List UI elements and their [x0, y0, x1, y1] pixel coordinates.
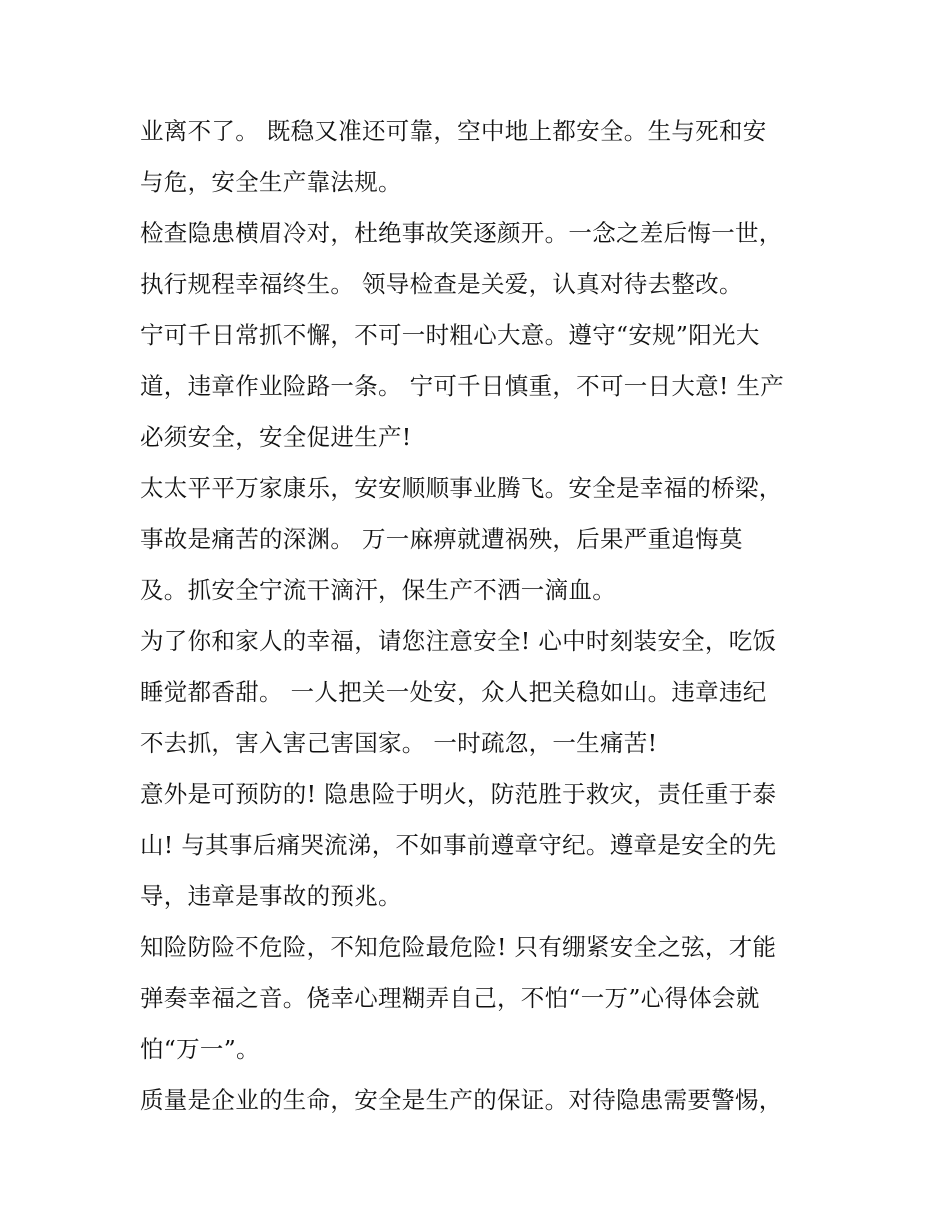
- text-line: 知险防险不危险，不知危险最危险! 只有绷紧安全之弦，才能: [140, 933, 777, 961]
- text-line: 道，违章作业险路一条。 宁可千日慎重，不可一日大意! 生产: [140, 372, 785, 400]
- text-line: 意外是可预防的! 隐患险于明火，防范胜于救灾，责任重于泰: [140, 780, 777, 808]
- text-line: 业离不了。 既稳又准还可靠，空中地上都安全。生与死和安: [140, 117, 767, 145]
- text-line: 质量是企业的生命，安全是生产的保证。对待隐患需要警惕，: [140, 1086, 783, 1114]
- text-line: 弹奏幸福之音。侥幸心理糊弄自己，不怕“一万”心得体会就: [140, 984, 760, 1012]
- text-line: 怕“万一”。: [140, 1035, 260, 1063]
- text-line: 导，违章是事故的预兆。: [140, 882, 402, 910]
- text-line: 为了你和家人的幸福，请您注意安全! 心中时刻装安全，吃饭: [140, 627, 777, 655]
- text-line: 检查隐患横眉冷对，杜绝事故笑逐颜开。一念之差后悔一世，: [140, 219, 783, 247]
- text-line: 山! 与其事后痛哭流涕，不如事前遵章守纪。遵章是安全的先: [140, 831, 777, 859]
- text-line: 太太平平万家康乐，安安顺顺事业腾飞。安全是幸福的桥梁，: [140, 474, 783, 502]
- text-line: 睡觉都香甜。 一人把关一处安，众人把关稳如山。违章违纪: [140, 678, 767, 706]
- text-line: 不去抓，害入害己害国家。 一时疏忽，一生痛苦!: [140, 729, 658, 757]
- text-line: 事故是痛苦的深渊。 万一麻痹就遭祸殃，后果严重追悔莫: [140, 525, 743, 553]
- text-line: 执行规程幸福终生。 领导检查是关爱，认真对待去整改。: [140, 270, 743, 298]
- document-body: [140, 112, 820, 1132]
- text-line: 宁可千日常抓不懈，不可一时粗心大意。遵守“安规”阳光大: [140, 321, 760, 349]
- text-line: 及。抓安全宁流干滴汗，保生产不洒一滴血。: [140, 576, 616, 604]
- text-line: 必须安全，安全促进生产!: [140, 423, 412, 451]
- text-line: 与危，安全生产靠法规。: [140, 168, 402, 196]
